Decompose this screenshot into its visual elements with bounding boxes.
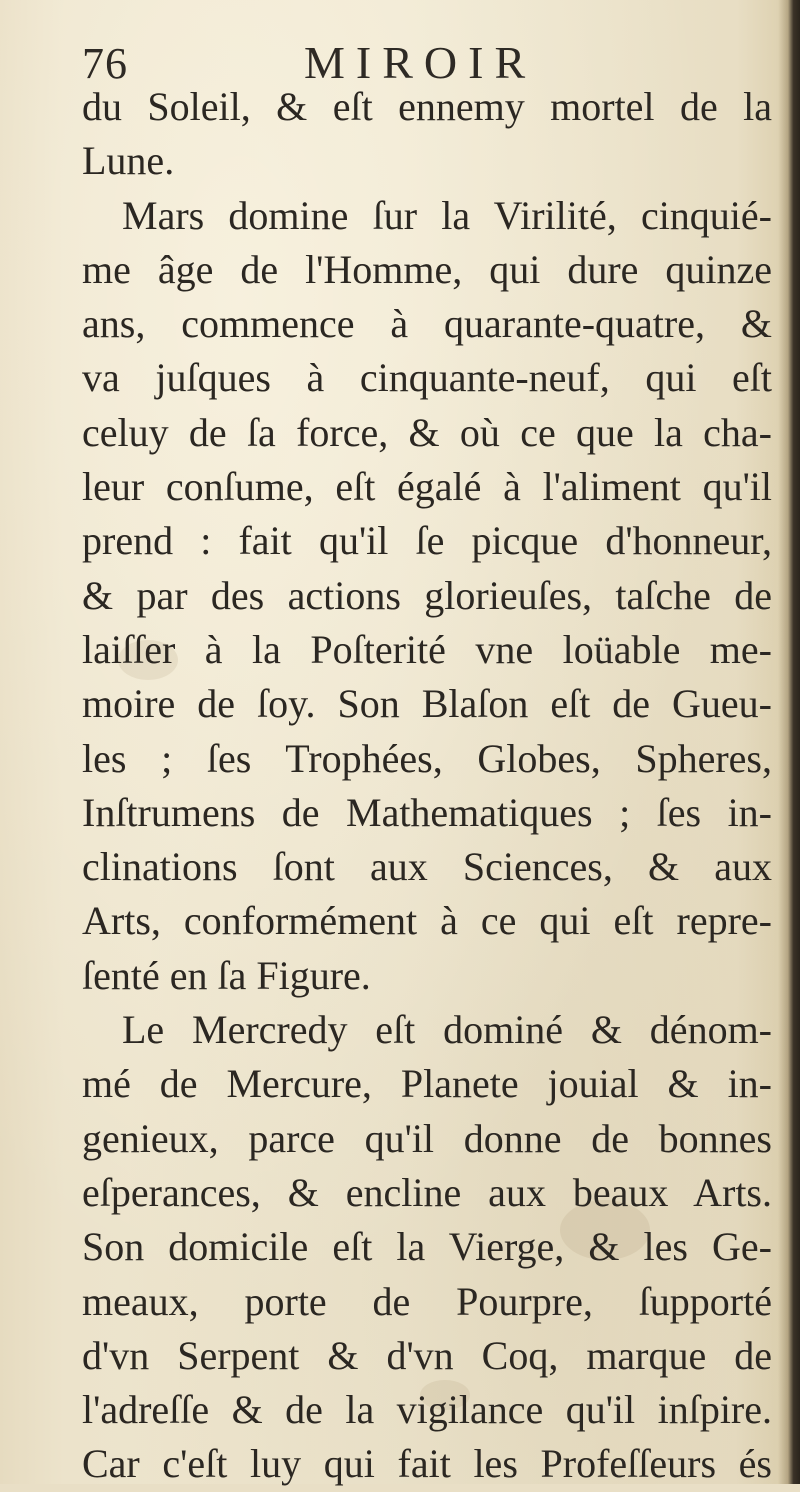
text-line: moire de ſoy. Son Blaſon eſt de Gueu- bbox=[82, 681, 772, 727]
text-line: meaux, porte de Pourpre, ſupporté bbox=[82, 1278, 772, 1324]
text-line: Le Mercredy eſt dominé & dénom- bbox=[122, 1007, 772, 1053]
text-line: l'adreſſe & de la vigilance qu'il inſpire. bbox=[82, 1387, 772, 1433]
text-line: Inſtrumens de Mathematiques ; ſes in- bbox=[82, 789, 772, 835]
text-line: clinations ſont aux Sciences, & aux bbox=[82, 844, 772, 890]
text-line: Car c'eſt luy qui fait les Profeſſeurs és bbox=[82, 1441, 772, 1487]
text-line: eſperances, & encline aux beaux Arts. bbox=[82, 1169, 772, 1215]
body-text bbox=[82, 80, 772, 1492]
text-line: ſenté en ſa Figure. bbox=[82, 952, 371, 998]
text-line: va juſques à cinquante-neuf, qui eſt bbox=[82, 355, 772, 401]
text-line: Lune. bbox=[82, 138, 175, 184]
text-line: Son domicile eſt la Vierge, & les Ge- bbox=[82, 1224, 772, 1270]
text-line: laiſſer à la Poſterité vne loüable me- bbox=[82, 626, 772, 672]
text-line: genieux, parce qu'il donne de bonnes bbox=[82, 1115, 772, 1161]
running-title: MIROIR bbox=[304, 37, 537, 88]
text-line: du Soleil, & eſt ennemy mortel de la bbox=[82, 84, 772, 129]
text-line: Mars domine ſur la Virilité, cinquié- bbox=[122, 192, 772, 238]
page-binding-edge bbox=[778, 0, 800, 1484]
text-line: celuy de ſa force, & où ce que la cha- bbox=[82, 409, 772, 455]
text-line: les ; ſes Trophées, Globes, Spheres, bbox=[82, 735, 772, 781]
text-line: ans, commence à quarante-quatre, & bbox=[82, 301, 772, 347]
page-number: 76 bbox=[82, 39, 128, 88]
text-line: prend : fait qu'il ſe picque d'honneur, bbox=[82, 518, 772, 564]
text-line: leur conſume, eſt égalé à l'aliment qu'il bbox=[82, 464, 772, 510]
text-line: d'vn Serpent & d'vn Coq, marque de bbox=[82, 1332, 772, 1378]
text-line: mé de Mercure, Planete jouial & in- bbox=[82, 1061, 772, 1107]
text-line: & par des actions glorieuſes, taſche de bbox=[82, 572, 772, 618]
text-line: Arts, conformément à ce qui eſt repre- bbox=[82, 898, 772, 944]
text-line: me âge de l'Homme, qui dure quinze bbox=[82, 246, 772, 292]
